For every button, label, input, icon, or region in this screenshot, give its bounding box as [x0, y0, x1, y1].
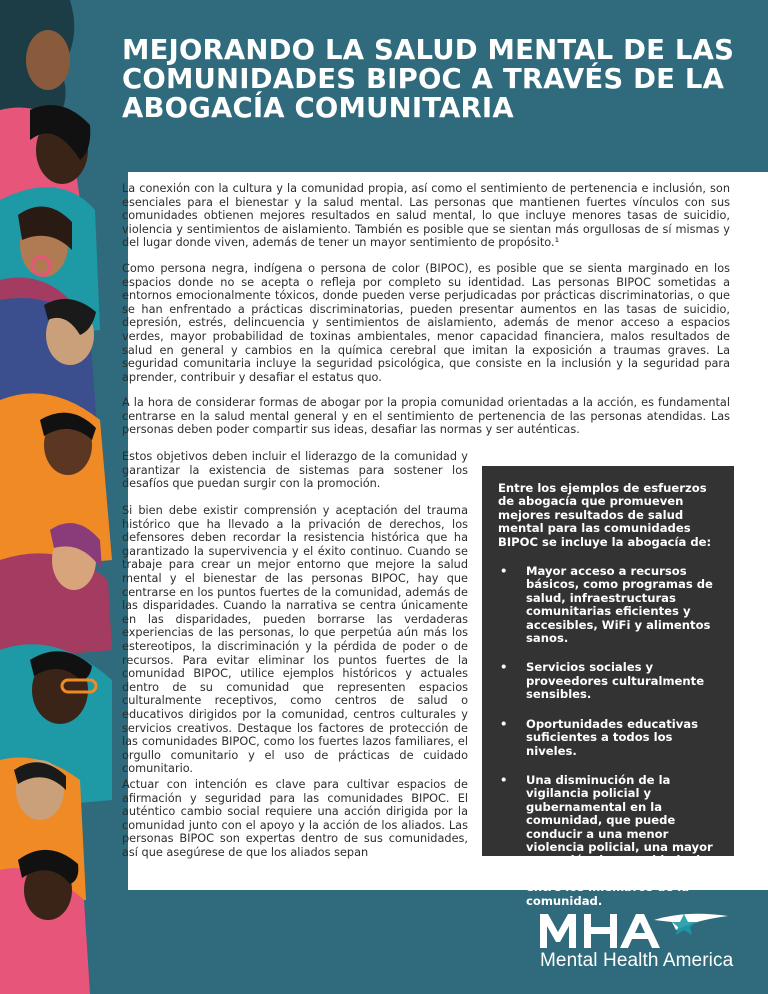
intention-paragraph: Actuar con intención es clave para cultivar espacios de afirmación y seguridad para las comunidades BIPOC. El auténtico cambio social requiere una acción dirigida por la comunidad junto con el apoyo y la acción de los aliados. Las personas BIPOC son expertas dentro de sus comunidades, así que asegúrese de que los aliados sepan — [122, 778, 468, 859]
list-item-text: Mayor acceso a recursos básicos, como programas de salud, infraestructuras comunitarias eficientes y accesibles, WiFi y alimentos sanos. — [526, 564, 713, 646]
sidebar-list — [498, 565, 720, 908]
bullet-icon: • — [500, 564, 508, 579]
page-title: MEJORANDO LA SALUD MENTAL DE LAS COMUNIDADES BIPOC A TRAVÉS DE LA ABOGACÍA COMUNITARIA — [122, 34, 735, 124]
advocacy-examples-sidebar — [482, 466, 734, 908]
list-item — [498, 774, 720, 908]
list-item — [498, 661, 720, 701]
people-illustration — [0, 0, 128, 994]
list-item — [498, 565, 720, 645]
logo-tagline: Mental Health America — [540, 950, 734, 971]
intro-paragraph: La conexión con la cultura y la comunidad propia, así como el sentimiento de pertenencia e inclusión, son esenciales para el bienestar y la salud mental. Las personas que mantienen fuertes vínculos con sus comunidades obtienen mejores resultados en salud mental, lo que incluye menores tasas de suicidio, violencia y sentimientos de aislamiento. También es posible que se sientan más orgullosas de sí mismas y del lugar donde viven, además de tener un mayor sentimiento de propósito.¹ — [122, 182, 730, 250]
list-item-text: Una disminución de la vigilancia policial y gubernamental en la comunidad, que puede conducir a una menor violencia policial, una mayor sensación de seguridad y la recuperación de la confianza entre los miembros de la comunidad. — [526, 772, 714, 908]
bullet-icon: • — [500, 716, 508, 731]
bullet-icon: • — [500, 772, 508, 787]
trauma-paragraph: Si bien debe existir comprensión y aceptación del trauma histórico que ha llevado a la privación de derechos, los defensores deben recordar la resistencia histórica que ha garantizado la supervivencia y el éxito continuo. Cuando se trabaje para crear un mejor entorno que mejore la salud mental y el bienestar de las personas BIPOC, hay que centrarse en los puntos fuertes de la comunidad, además de las disparidades. Cuando la narrativa se centra únicamente en las disparidades, pueden borrarse las verdaderas experiencias de las personas, lo que perpetúa aún más los estereotipos, la discriminación y la pérdida de poder o de recursos. Para evitar eliminar los puntos fuertes de la comunidad BIPOC, utilice ejemplos históricos y actuales dentro de su comunidad que representen espacios culturalmente receptivos, como centros de salud o educativos dirigidos por la comunidad, centros culturales y servicios creativos. Destaque los factores de protección de las comunidades BIPOC, como los fuertes lazos familiares, el orgullo comunitario y el uso de prácticas de cuidado comunitario. — [122, 504, 468, 776]
sidebar-intro: Entre los ejemplos de esfuerzos de abogacía que promueven mejores resultados de salud mental para las comunidades BIPOC se incluye la abogacía de: — [498, 481, 712, 549]
advocacy-paragraph: A la hora de considerar formas de abogar por la propia comunidad orientadas a la acción, es fundamental centrarse en la salud mental general y en el sentimiento de pertenencia de las personas atendidas. Las personas deben poder compartir sus ideas, desafiar las normas y ser auténticas. — [122, 396, 730, 437]
list-item-text: Servicios sociales y proveedores culturalmente sensibles. — [526, 660, 705, 702]
bullet-icon: • — [500, 660, 508, 675]
list-item — [498, 718, 720, 758]
bipoc-paragraph: Como persona negra, indígena o persona de color (BIPOC), es posible que se sienta marginado en los espacios donde no se acepta o refleja por completo su identidad. Las personas BIPOC sometidas a entornos emocionalmente tóxicos, donde pueden verse perjudicadas por prácticas discriminatorias, o que se han enfrentado a prácticas discriminatorias, pueden presentar aumentos en las tasas de suicidio, depresión, estrés, delincuencia y sentimientos de aislamiento, además de menor acceso a espacios verdes, mayor probabilidad de toxinas ambientales, menor capacidad financiera, malos resultados de salud en general y cambios en la química cerebral que imitan la exposición a traumas graves. La seguridad comunitaria incluye la seguridad psicológica, que consiste en la inclusión y la seguridad para aprender, contribuir y desafiar el estatus quo. — [122, 262, 730, 384]
goals-paragraph: Estos objetivos deben incluir el liderazgo de la comunidad y garantizar la existencia de sistemas para sostener los desafíos que puedan surgir con la promoción. — [122, 450, 468, 491]
list-item-text: Oportunidades educativas suficientes a todos los niveles. — [526, 716, 698, 758]
